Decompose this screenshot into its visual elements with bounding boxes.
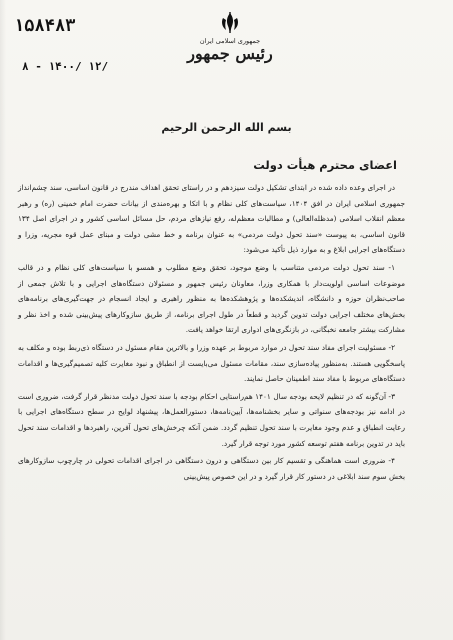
paragraph-item-1: ۱- سند تحول دولت مردمی متناسب با وضع موجود، تحقق وضع مطلوب و همسو با سیاست‌های کلی نظام و در قالب موضوعات اساسی اولویت‌دار با همکاری وزرا، معاونان رئیس جمهور و مسئولان دستگاه‌های اجرایی و با تلاش جمعی از صاحب‌نظران حوزه و دانشگاه، اندیشکده‌ها و پژوهشکده‌ها به منظور راهبری و ایجاد انسجام در جهت‌گیری‌های برنامه‌های بخش‌های مختلف اجرایی دولت تدوین گردید و قطعاً در طول اجرای برنامه، از طریق سازوکارهای پیش‌بینی شده و اخذ نظر و مشارکت بیشتر جامعه نخبگانی، در بازنگری‌های ادواری ارتقا خواهد یافت. xyxy=(18,262,405,335)
paragraph-item-3: ۳- آن‌گونه که در تنظیم لایحه بودجه سال ۱۴۰۱ هم‌راستایی احکام بودجه با سند تحول دولت مدنظر قرار گرفت، ضروری است در ادامه نیز بودجه‌های سنواتی و سایر بخشنامه‌ها، آیین‌نامه‌ها، دستورالعمل‌ها، پیشنهاد لوایح در سطح دستگاه‌های اجرایی با رعایت انطباق و عدم وجود مغایرت با سند تحول تنظیم گردد. ضمن آنکه چرخش‌های تحول آفرین، راهبردها و اقدامات سند تحول باید در تدوین برنامه هفتم توسعه کشور مورد توجه قرار گیرد. xyxy=(18,391,405,448)
paragraph-item-4: ۴- ضروری است هماهنگی و تقسیم کار بین دستگاهی و درون دستگاهی در اجرای اقدامات تحولی در چارچوب سازوکارهای بخش سوم سند ابلاغی در دستور کار قرار گیرد و در این خصوص پیش‌بینی xyxy=(18,456,405,481)
issuer-title: رئیس جمهور xyxy=(187,44,273,63)
paragraph-item-2: ۲- مسئولیت اجرای مفاد سند تحول در موارد مربوط بر عهده وزرا و بالاترین مقام مسئول در دستگاه ذی‌ربط بوده و مکلف به پاسخگویی هستند. به‌منظور پیاده‌سازی سند، مقامات مسئول می‌بایست از انطباق و نبود مغایرت کلیه تصمیم‌گیری‌ها و اقدامات دستگاه‌های مربوط با مفاد سند اطمینان حاصل نمایند. xyxy=(18,342,405,384)
iran-emblem-icon xyxy=(217,10,243,36)
scan-edge-shadow xyxy=(0,0,6,640)
paragraph-intro: در اجرای وعده داده شده در ابتدای تشکیل دولت سیزدهم و در راستای تحقق اهداف مندرج در قانون اساسی، سند چشم‌انداز جمهوری اسلامی ایران در افق ۱۴۰۴، سیاست‌های کلی نظام و با اتکا و بهره‌مندی از بیانات حضرت امام خمینی (ره) و رهبر معظم انقلاب اسلامی (مدظله‌العالی) و مطالبات معظم‌له، رفع نیازهای مردم، حل مسائل اساسی کشور و در اجرای اصل ۱۳۴ قانون اساسی، به پیوست «سند تحول دولت مردمی» به عنوان برنامه و خط مشی دولت و مبنای عمل قوه مجریه، وزرا و دستگاه‌های اجرایی ابلاغ و به موارد ذیل تأکید می‌شود: xyxy=(18,183,405,255)
republic-name: جمهوری اسلامی ایران xyxy=(199,37,261,45)
letter-body xyxy=(18,180,405,484)
salutation: اعضای محترم هیأت دولت xyxy=(253,158,397,172)
document-number: ۱۵۸۴۸۳ xyxy=(14,16,76,36)
document-date: ۸ - ۱۴۰۰/ ۱۲/ xyxy=(22,60,109,73)
letterhead xyxy=(180,10,280,63)
basmala: بسم الله الرحمن الرحیم xyxy=(161,121,292,134)
